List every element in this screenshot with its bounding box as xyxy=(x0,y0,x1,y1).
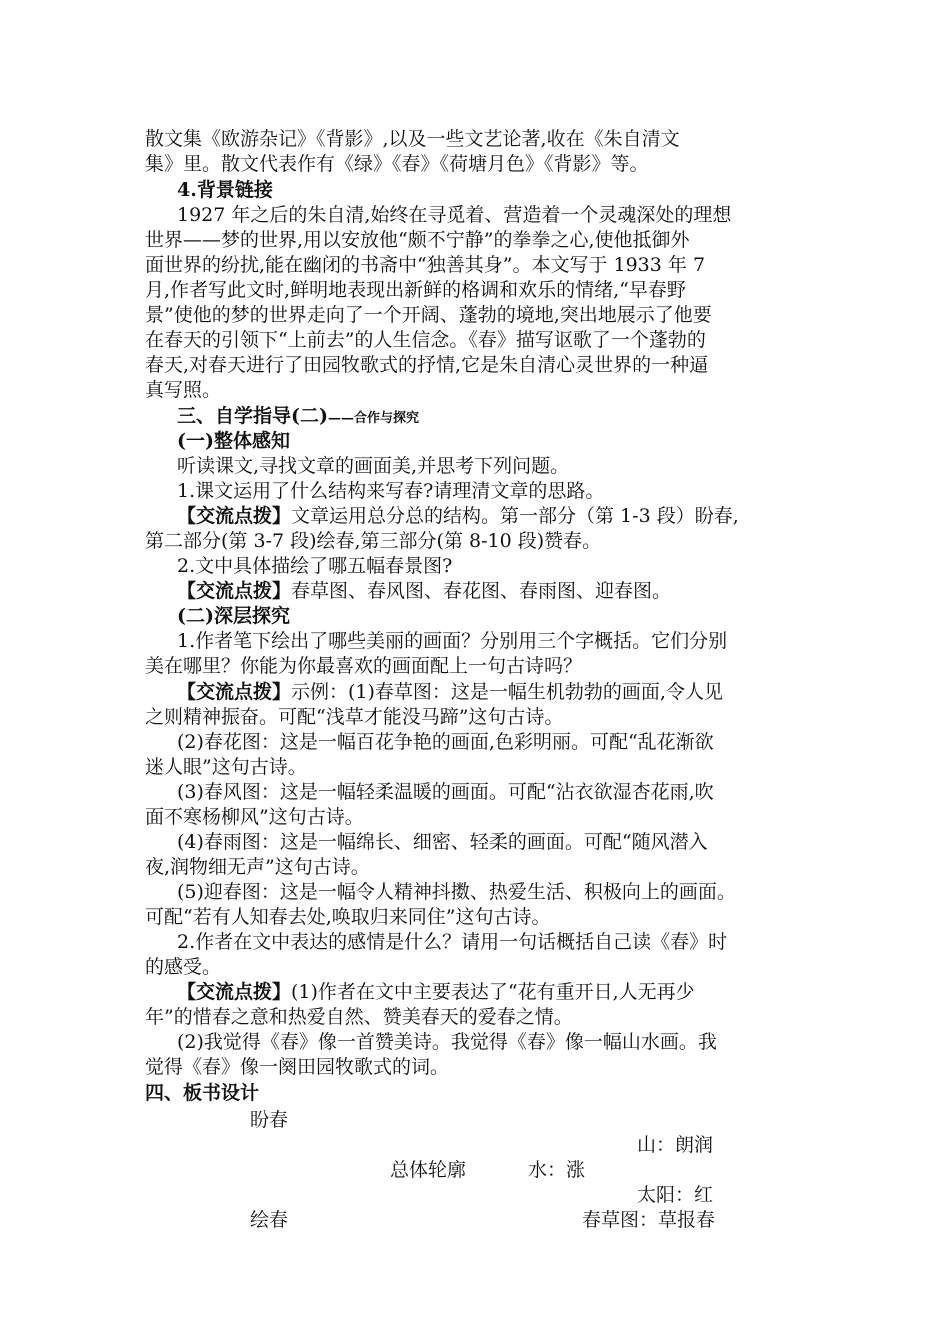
text-line: (2)我觉得《春》像一首赞美诗。我觉得《春》像一幅山水画。我 xyxy=(177,1031,717,1053)
text-line: 夜,润物细无声”这句古诗。 xyxy=(145,856,370,878)
answer-line xyxy=(177,980,695,1004)
text-line: 在春天的引领下“上前去”的人生信念。《春》描写讴歌了一个蓬勃的 xyxy=(145,329,706,351)
answer-text: 春草图、春风图、春花图、春雨图、迎春图。 xyxy=(291,580,672,602)
text-line: 第二部分(第 3-7 段)绘春,第三部分(第 8-10 段)赞春。 xyxy=(145,530,602,552)
text-line: (4)春雨图：这是一幅绵长、细密、轻柔的画面。可配“随风潜入 xyxy=(177,831,708,853)
board-taiyang: 太阳：红 xyxy=(637,1184,714,1206)
section-heading xyxy=(177,404,419,431)
text-line: 听读课文,寻找文章的画面美,并思考下列问题。 xyxy=(177,455,570,477)
text-line: (2)春花图：这是一幅百花争艳的画面,色彩明丽。可配“乱花渐欲 xyxy=(177,731,714,753)
answer-label: 【交流点拨】 xyxy=(177,681,292,703)
answer-label: 【交流点拨】 xyxy=(177,981,292,1003)
board-pan-chun: 盼春 xyxy=(250,1109,289,1131)
board-shui: 水：涨 xyxy=(528,1159,586,1181)
text-line: 1927 年之后的朱自清,始终在寻觅着、营造着一个灵魂深处的理想 xyxy=(177,204,732,226)
answer-line xyxy=(177,680,723,704)
text-line: 月,作者写此文时,鲜明地表现出新鲜的格调和欢乐的情绪,“早春野 xyxy=(145,279,686,301)
question-line: 1.课文运用了什么结构来写春?请理清文章的思路。 xyxy=(177,480,605,502)
text-line: 世界——梦的世界,用以安放他“颇不宁静”的拳拳之心,使他抵御外 xyxy=(145,229,690,251)
text-line: 面世界的纷扰,能在幽闭的书斋中“独善其身”。本文写于 1933 年 7 xyxy=(145,254,706,276)
subsection-heading: (一)整体感知 xyxy=(177,430,290,452)
answer-text: 文章运用总分总的结构。第一部分（第 1-3 段）盼春, xyxy=(291,505,739,527)
board-chuncaotu: 春草图：草报春 xyxy=(582,1209,716,1231)
text-line: 散文集《欧游杂记》《背影》,以及一些文艺论著,收在《朱自清文 xyxy=(145,128,680,150)
answer-line xyxy=(177,504,739,528)
text-line: 真写照。 xyxy=(145,379,222,401)
section-heading: 四、板书设计 xyxy=(145,1082,260,1104)
board-hui-chun: 绘春 xyxy=(250,1209,289,1231)
text-line: (5)迎春图：这是一幅令人精神抖擞、热爱生活、积极向上的画面。 xyxy=(177,881,736,903)
text-line: 之则精神振奋。可配“浅草才能没马蹄”这句古诗。 xyxy=(145,706,564,728)
section-heading-main: 三、自学指导(二) xyxy=(177,405,328,427)
text-line: 景”使他的梦的世界走向了一个开阔、蓬勃的境地,突出地展示了他要 xyxy=(145,304,712,326)
question-line: 1.作者笔下绘出了哪些美丽的画面？分别用三个字概括。它们分别 xyxy=(177,630,728,652)
text-line: 的感受。 xyxy=(145,956,222,978)
answer-text: (1)作者在文中主要表达了“花有重开日,人无再少 xyxy=(291,981,695,1003)
answer-text: 示例：(1)春草图：这是一幅生机勃勃的画面,令人见 xyxy=(291,681,723,703)
answer-label: 【交流点拨】 xyxy=(177,580,292,602)
answer-line xyxy=(177,579,671,603)
answer-label: 【交流点拨】 xyxy=(177,505,292,527)
text-line: (3)春风图：这是一幅轻柔温暖的画面。可配“沾衣欲湿杏花雨,吹 xyxy=(177,781,714,803)
question-line: 2.作者在文中表达的感情是什么？请用一句话概括自己读《春》时 xyxy=(177,931,728,953)
text-line: 春天,对春天进行了田园牧歌式的抒情,它是朱自清心灵世界的一种逼 xyxy=(145,354,709,376)
text-line: 年”的惜春之意和热爱自然、赞美春天的爱春之情。 xyxy=(145,1006,573,1028)
section-heading: 4.背景链接 xyxy=(177,179,273,201)
text-line: 觉得《春》像一阕田园牧歌式的词。 xyxy=(145,1056,450,1078)
text-line: 迷人眼”这句古诗。 xyxy=(145,756,307,778)
subsection-heading: (二)深层探究 xyxy=(177,605,290,627)
text-line: 可配“若有人知春去处,唤取归来同住”这句古诗。 xyxy=(145,906,551,928)
question-line: 2.文中具体描绘了哪五幅春景图? xyxy=(177,555,453,577)
text-line: 集》里。散文代表作有《绿》《春》《荷塘月色》《背影》等。 xyxy=(145,153,649,175)
text-line: 美在哪里？你能为你最喜欢的画面配上一句古诗吗？ xyxy=(145,655,583,677)
section-heading-sub: ——合作与探究 xyxy=(327,411,419,426)
board-shan: 山：朗润 xyxy=(637,1134,714,1156)
board-zongti: 总体轮廓 xyxy=(390,1159,467,1181)
text-line: 面不寒杨柳风”这句古诗。 xyxy=(145,806,364,828)
